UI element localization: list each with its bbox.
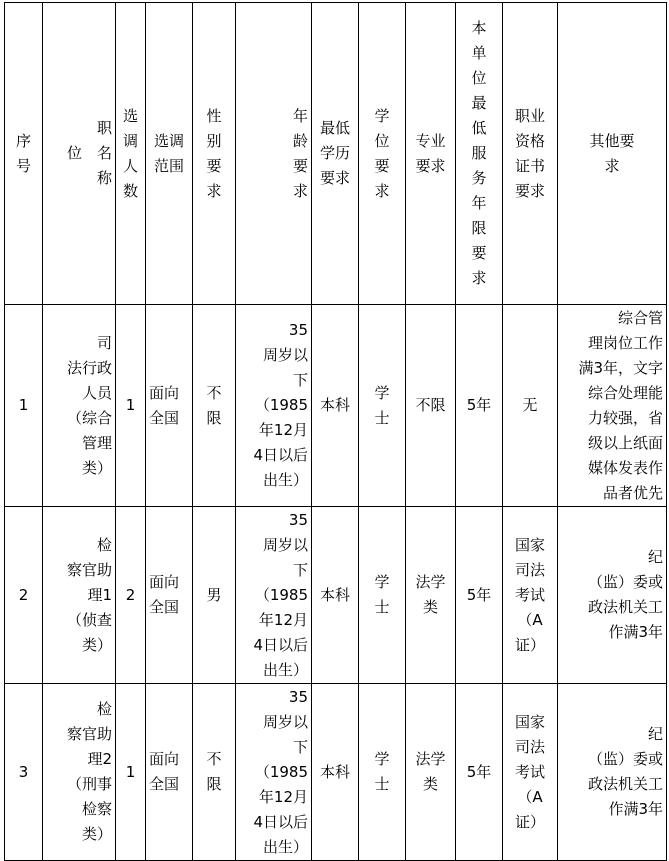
cell-scope: 面向 全国 (146, 684, 193, 861)
header-service-years: 本 单 位 最 低 服 务 年 限 要 求 (456, 3, 503, 305)
cell-certificate: 国家 司法 考试 （A 证） (503, 684, 558, 861)
header-row (5, 3, 667, 305)
cell-education: 本科 (312, 507, 359, 684)
cell-count: 2 (116, 507, 146, 684)
cell-certificate: 国家 司法 考试 （A 证） (503, 507, 558, 684)
cell-service-years: 5年 (456, 684, 503, 861)
cell-age: 35 周岁以 下 （1985 年12月 4日以后 出生） (236, 684, 312, 861)
cell-gender: 不 限 (193, 305, 236, 507)
cell-position: 检 察官助 理2 （刑事 检察 类） (43, 684, 116, 861)
cell-major: 法学 类 (406, 507, 456, 684)
table-row (5, 507, 667, 684)
header-count: 选 调 人 数 (116, 3, 146, 305)
header-certificate: 职业 资格 证书 要求 (503, 3, 558, 305)
cell-other: 纪 （监）委或 政法机关工 作满3年 (558, 684, 667, 861)
cell-seq: 1 (5, 305, 43, 507)
header-scope: 选调 范围 (146, 3, 193, 305)
cell-count: 1 (116, 684, 146, 861)
header-age: 年 龄 要 求 (236, 3, 312, 305)
cell-gender: 男 (193, 507, 236, 684)
header-position: 职 位 名 称 (43, 3, 116, 305)
table-row (5, 684, 667, 861)
cell-age: 35 周岁以 下 （1985 年12月 4日以后 出生） (236, 507, 312, 684)
cell-scope: 面向 全国 (146, 305, 193, 507)
header-education: 最低 学历 要求 (312, 3, 359, 305)
cell-degree: 学 士 (359, 684, 406, 861)
cell-other: 纪 （监）委或 政法机关工 作满3年 (558, 507, 667, 684)
cell-service-years: 5年 (456, 305, 503, 507)
cell-gender: 不 限 (193, 684, 236, 861)
cell-position: 检 察官助 理1 （侦查 类） (43, 507, 116, 684)
cell-major: 不限 (406, 305, 456, 507)
cell-count: 1 (116, 305, 146, 507)
cell-other: 综合管 理岗位工作 满3年，文字 综合处理能 力较强，省 级以上纸面 媒体发表作 品者优先 (558, 305, 667, 507)
cell-service-years: 5年 (456, 507, 503, 684)
cell-scope: 面向 全国 (146, 507, 193, 684)
cell-seq: 3 (5, 684, 43, 861)
header-gender: 性 别 要 求 (193, 3, 236, 305)
cell-certificate: 无 (503, 305, 558, 507)
header-other: 其他要 求 (558, 3, 667, 305)
table-row (5, 305, 667, 507)
cell-education: 本科 (312, 305, 359, 507)
header-degree: 学 位 要 求 (359, 3, 406, 305)
cell-age: 35 周岁以 下 （1985 年12月 4日以后 出生） (236, 305, 312, 507)
cell-seq: 2 (5, 507, 43, 684)
cell-position: 司 法行政 人员 （综合 管理 类） (43, 305, 116, 507)
job-requirements-table (4, 2, 667, 861)
cell-major: 法学 类 (406, 684, 456, 861)
header-seq: 序 号 (5, 3, 43, 305)
cell-degree: 学 士 (359, 507, 406, 684)
cell-degree: 学 士 (359, 305, 406, 507)
cell-education: 本科 (312, 684, 359, 861)
header-major: 专业 要求 (406, 3, 456, 305)
